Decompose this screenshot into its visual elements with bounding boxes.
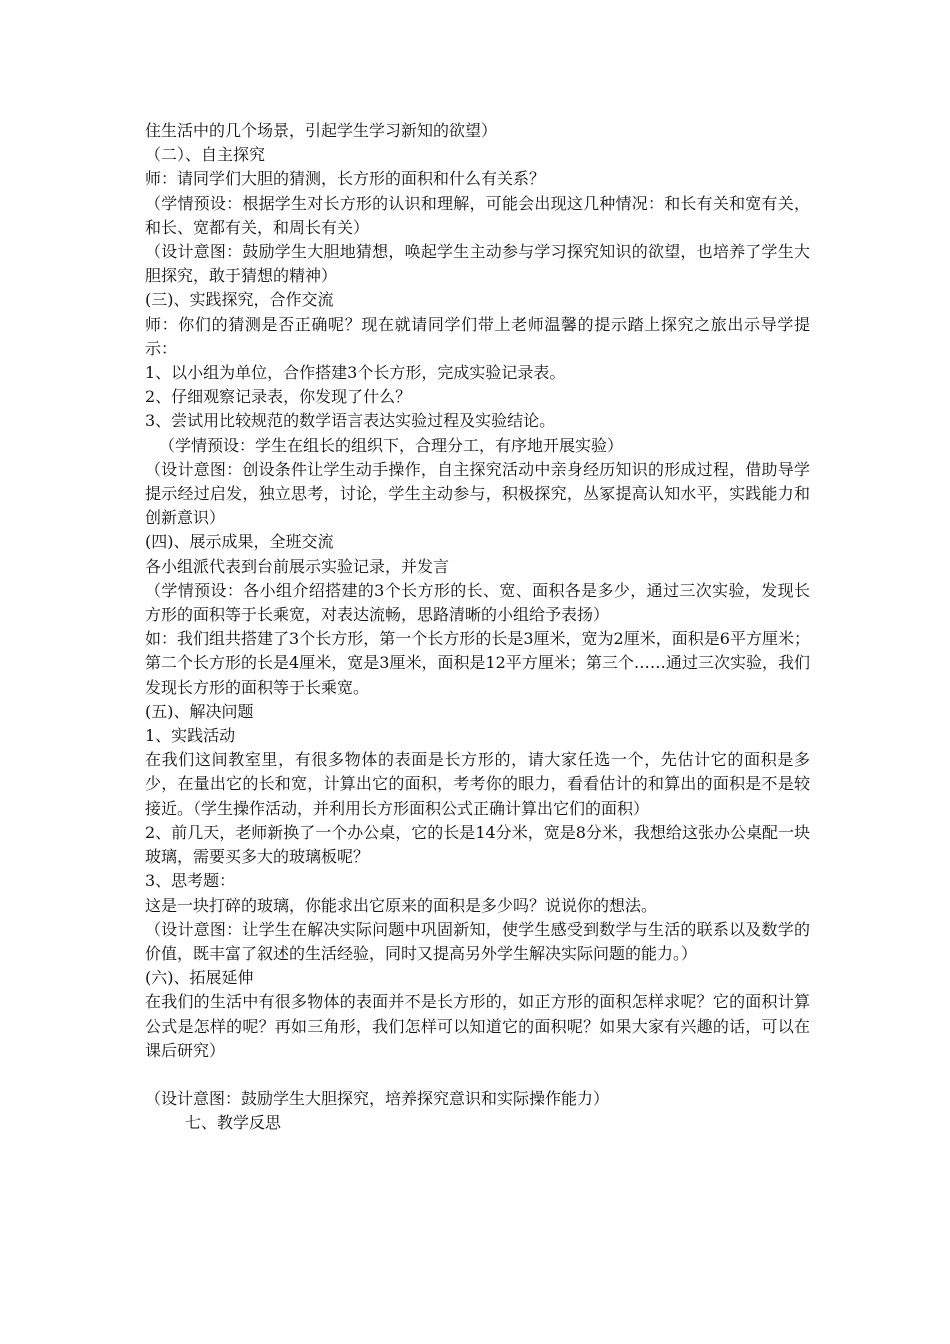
list-item-activity-1: 1、实践活动 (145, 726, 236, 746)
paragraph-group-report: 各小组派代表到台前展示实验记录，并发言 (145, 556, 450, 576)
paragraph-thinking-question: 这是一块打碎的玻璃，你能求出它原来的面积是多少吗？说说你的想法。 (145, 895, 658, 915)
paragraph-intro-end: 住生活中的几个场景，引起学生学习新知的欲望） (145, 121, 498, 140)
paragraph-extension: 在我们的生活中有很多物体的表面并不是长方形的，如正方形的面积怎样求呢？它的面积计算公式是怎样的呢？再如三角形，我们怎样可以知道它的面积呢？如果大家有兴趣的话，可以在课后研究） (145, 992, 810, 1060)
blank-line (145, 1063, 810, 1087)
section-heading-3: (三)、实践探究，合作交流 (145, 290, 334, 310)
list-item-activity-3: 3、思考题： (145, 871, 236, 891)
section-heading-2: （二）、自主探究 (145, 145, 266, 165)
paragraph-example: 如：我们组共搭建了3个长方形，第一个长方形的长是3厘米，宽为2厘米，面积是6平方厘米；第二个长方形的长是4厘米，宽是3厘米，面积是12平方厘米；第三个……通过三次实验，我们发现长方形的面积等于长乘宽。 (145, 629, 810, 697)
paragraph-student-preset-1: （学情预设：根据学生对长方形的认识和理解，可能会出现这几种情况：和长有关和宽有关，和长、宽都有关，和周长有关） (145, 193, 810, 237)
list-item-step-1: 1、以小组为单位，合作搭建3个长方形，完成实验记录表。 (145, 363, 566, 383)
paragraph-design-intent-1: （设计意图：鼓励学生大胆地猜想，唤起学生主动参与学习探究知识的欲望，也培养了学生大胆探究，敢于猜想的精神） (145, 242, 810, 286)
paragraph-design-intent-2: （设计意图：创设条件让学生动手操作，自主探究活动中亲身经历知识的形成过程，借助导学提示经过启发，独立思考，讨论，学生主动参与，积极探究，丛冢提高认知水平，实践能力和创新意识） (145, 459, 810, 528)
section-heading-4: (四)、展示成果，全班交流 (145, 532, 334, 552)
section-heading-7: 七、教学反思 (185, 1113, 282, 1133)
section-heading-5: (五)、解决问题 (145, 701, 254, 721)
paragraph-classroom-activity: 在我们这间教室里，有很多物体的表面是长方形的，请大家任选一个，先估计它的面积是多少，在量出它的长和宽，计算出它的面积，考考你的眼力，看看估计的和算出的面积是不是较接近。（学生操作活动，并利用长方形面积公式正确计算出它们的面积） (145, 750, 810, 818)
list-item-step-2: 2、仔细观察记录表，你发现了什么？ (145, 387, 412, 407)
paragraph-design-intent-4: （设计意图：鼓励学生大胆探究，培养探究意识和实际操作能力） (145, 1088, 610, 1108)
paragraph-design-intent-3: （设计意图：让学生在解决实际问题中巩固新知，使学生感受到数学与生活的联系以及数学的价值，既丰富了叙述的生活经验，同时又提高另外学生解决实际问题的能力。） (145, 919, 810, 963)
paragraph-student-preset-2: （学情预设：学生在组长的组织下，合理分工，有序地开展实验） (159, 435, 624, 455)
paragraph-student-preset-3: （学情预设：各小组介绍搭建的3个长方形的长、宽、面积各是多少，通过三次实验，发现长方形的面积等于长乘宽，对表达流畅，思路清晰的小组给予表扬） (145, 580, 810, 625)
paragraph-teacher-question: 师：请同学们大胆的猜测，长方形的面积和什么有关系？ (145, 169, 546, 189)
document-page (145, 119, 810, 1135)
list-item-activity-2: 2、前几天，老师新换了一个办公桌，它的长是14分米，宽是8分米，我想给这张办公桌配一块玻璃，需要买多大的玻璃板呢？ (145, 822, 810, 867)
list-item-step-3: 3、尝试用比较规范的数学语言表达实验过程及实验结论。 (145, 411, 556, 431)
section-heading-6: (六)、拓展延伸 (145, 968, 254, 988)
paragraph-teacher-prompt: 师：你们的猜测是否正确呢？现在就请同学们带上老师温馨的提示踏上探究之旅出示导学提示： (145, 314, 810, 358)
